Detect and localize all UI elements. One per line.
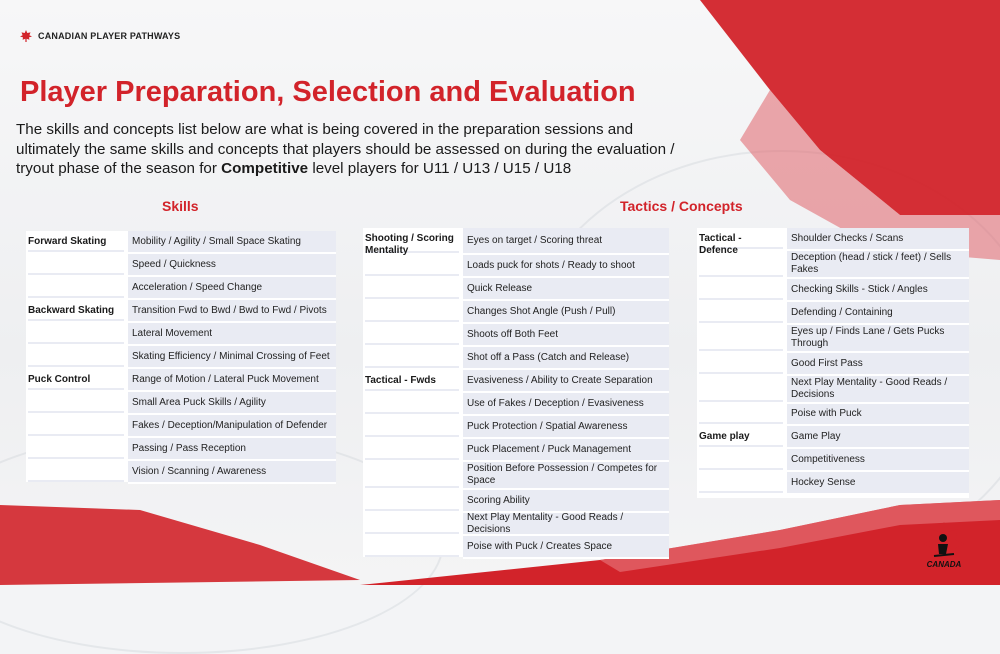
item-label: Puck Placement / Puck Management [463, 439, 669, 462]
category-label [699, 353, 783, 374]
maple-leaf-icon [20, 30, 32, 42]
table-row [363, 513, 669, 536]
category-cell [26, 415, 128, 438]
table-row [363, 278, 669, 301]
page-title: Player Preparation, Selection and Evaluation [20, 76, 636, 108]
item-cell [787, 449, 969, 472]
category-label: Puck Control [28, 369, 124, 390]
hockey-canada-logo [918, 520, 970, 570]
item-cell [128, 323, 336, 346]
table-row [697, 279, 969, 302]
item-label: Next Play Mentality - Good Reads / Decisions [463, 513, 669, 536]
category-label: Game play [699, 426, 783, 447]
item-label: Deception (head / stick / feet) / Sells Fakes [787, 251, 969, 279]
item-label: Shoots off Both Feet [463, 324, 669, 347]
item-label: Fakes / Deception/Manipulation of Defender [128, 415, 336, 438]
item-label: Defending / Containing [787, 302, 969, 325]
item-cell [463, 301, 669, 324]
category-label [365, 255, 459, 276]
category-cell [363, 393, 463, 416]
item-cell [463, 347, 669, 370]
item-cell [787, 251, 969, 279]
category-label [699, 404, 783, 424]
category-cell [363, 513, 463, 536]
skills-heading: Skills [162, 198, 199, 214]
item-label: Quick Release [463, 278, 669, 301]
table-row [26, 461, 336, 484]
category-cell [697, 376, 787, 404]
table-row [363, 370, 669, 393]
category-label [365, 393, 459, 414]
category-label [28, 254, 124, 275]
item-label: Game Play [787, 426, 969, 449]
category-cell [697, 404, 787, 426]
item-cell [463, 370, 669, 393]
item-cell [128, 346, 336, 369]
category-cell [363, 462, 463, 490]
category-cell [363, 324, 463, 347]
category-label [28, 438, 124, 459]
category-label [699, 449, 783, 470]
category-label [699, 279, 783, 300]
item-label: Skating Efficiency / Minimal Crossing of Feet [128, 346, 336, 369]
item-cell [787, 376, 969, 404]
category-cell [363, 439, 463, 462]
table-row [363, 301, 669, 324]
item-cell [128, 254, 336, 277]
table-row [26, 231, 336, 254]
tactics-defence-table [697, 228, 969, 495]
item-cell [128, 369, 336, 392]
category-cell [697, 325, 787, 353]
intro-text-part: The skills and concepts list below are what is being covered in the preparation sessions and ultimately the same skills and concepts that players should be assessed on during the evaluation / tryout phase of the season for [16, 121, 675, 177]
logo-text: CANADA [926, 560, 962, 569]
table-row [697, 325, 969, 353]
table-row [363, 347, 669, 370]
item-cell [787, 404, 969, 426]
category-label [28, 461, 124, 482]
item-label: Passing / Pass Reception [128, 438, 336, 461]
item-label: Good First Pass [787, 353, 969, 376]
item-label: Lateral Movement [128, 323, 336, 346]
item-cell [463, 536, 669, 559]
category-cell [363, 228, 463, 255]
item-label: Poise with Puck / Creates Space [463, 536, 669, 559]
category-cell [363, 536, 463, 559]
table-row [26, 438, 336, 461]
item-label: Competitiveness [787, 449, 969, 472]
category-label [699, 376, 783, 402]
category-label [28, 392, 124, 413]
table-row [26, 277, 336, 300]
category-cell [26, 461, 128, 484]
category-label [699, 302, 783, 323]
category-cell [697, 302, 787, 325]
item-cell [128, 415, 336, 438]
category-cell [26, 369, 128, 392]
item-cell [787, 353, 969, 376]
item-cell [787, 228, 969, 251]
category-label: Forward Skating [28, 231, 124, 252]
table-row [363, 490, 669, 513]
category-cell [363, 301, 463, 324]
item-label: Next Play Mentality - Good Reads / Decisions [787, 376, 969, 404]
table-row [697, 472, 969, 495]
item-cell [463, 255, 669, 278]
table-row [363, 536, 669, 559]
item-label: Shoulder Checks / Scans [787, 228, 969, 251]
category-cell [26, 438, 128, 461]
table-row [26, 392, 336, 415]
item-cell [128, 438, 336, 461]
skills-panel [26, 231, 336, 482]
table-row [363, 255, 669, 278]
category-cell [26, 277, 128, 300]
table-row [363, 439, 669, 462]
item-label: Loads puck for shots / Ready to shoot [463, 255, 669, 278]
category-label [365, 278, 459, 299]
category-cell [26, 300, 128, 323]
table-row [26, 323, 336, 346]
item-label: Transition Fwd to Bwd / Bwd to Fwd / Pivots [128, 300, 336, 323]
category-cell [697, 353, 787, 376]
item-cell [128, 461, 336, 484]
category-label [365, 513, 459, 534]
item-cell [463, 416, 669, 439]
item-label: Poise with Puck [787, 404, 969, 426]
category-label [365, 301, 459, 322]
item-cell [463, 278, 669, 301]
intro-text [16, 120, 676, 179]
item-label: Use of Fakes / Deception / Evasiveness [463, 393, 669, 416]
table-row [26, 415, 336, 438]
category-label: Backward Skating [28, 300, 124, 321]
item-cell [463, 490, 669, 513]
category-label [365, 490, 459, 511]
item-cell [787, 302, 969, 325]
category-cell [363, 416, 463, 439]
table-row [363, 462, 669, 490]
item-cell [787, 325, 969, 353]
category-cell [697, 472, 787, 495]
item-cell [787, 279, 969, 302]
category-cell [697, 426, 787, 449]
item-cell [128, 300, 336, 323]
category-cell [26, 323, 128, 346]
item-label: Eyes up / Finds Lane / Gets Pucks Through [787, 325, 969, 353]
intro-text-part: level players for U11 / U13 / U15 / U18 [308, 160, 572, 177]
category-label [28, 415, 124, 436]
category-cell [363, 490, 463, 513]
item-label: Range of Motion / Lateral Puck Movement [128, 369, 336, 392]
item-label: Eyes on target / Scoring threat [463, 228, 669, 255]
table-row [26, 254, 336, 277]
category-label [365, 462, 459, 488]
item-cell [463, 324, 669, 347]
item-cell [463, 462, 669, 490]
category-cell [697, 279, 787, 302]
table-row [363, 228, 669, 255]
category-cell [26, 231, 128, 254]
item-label: Small Area Puck Skills / Agility [128, 392, 336, 415]
item-cell [128, 231, 336, 254]
category-label [365, 439, 459, 460]
category-cell [363, 347, 463, 370]
category-cell [363, 278, 463, 301]
table-row [697, 449, 969, 472]
category-label: Tactical - Fwds [365, 370, 459, 391]
item-label: Mobility / Agility / Small Space Skating [128, 231, 336, 254]
item-cell [787, 472, 969, 495]
table-row [363, 324, 669, 347]
item-label: Shot off a Pass (Catch and Release) [463, 347, 669, 370]
item-label: Speed / Quickness [128, 254, 336, 277]
category-label [365, 536, 459, 557]
category-cell [26, 392, 128, 415]
item-label: Evasiveness / Ability to Create Separation [463, 370, 669, 393]
intro-text-bold: Competitive [221, 160, 309, 177]
item-cell [128, 392, 336, 415]
category-label: Shooting / Scoring Mentality [365, 228, 459, 253]
brand-name: CANADIAN PLAYER PATHWAYS [38, 31, 181, 41]
category-label [699, 325, 783, 351]
category-cell [363, 370, 463, 393]
table-row [697, 228, 969, 251]
item-cell [463, 228, 669, 255]
table-row [363, 416, 669, 439]
tactics-defence-panel [697, 228, 969, 498]
category-cell [697, 228, 787, 256]
item-label: Changes Shot Angle (Push / Pull) [463, 301, 669, 324]
table-row [697, 426, 969, 449]
item-cell [128, 277, 336, 300]
category-cell [697, 449, 787, 472]
item-cell [463, 393, 669, 416]
category-cell [26, 254, 128, 277]
category-cell [363, 255, 463, 278]
table-row [697, 404, 969, 426]
table-row [26, 369, 336, 392]
item-label: Position Before Possession / Competes for Space [463, 462, 669, 490]
category-cell [26, 346, 128, 369]
item-label: Acceleration / Speed Change [128, 277, 336, 300]
item-label: Checking Skills - Stick / Angles [787, 279, 969, 302]
tactics-offence-panel [363, 228, 669, 557]
table-row [363, 393, 669, 416]
brand-header [20, 30, 180, 42]
table-row [697, 376, 969, 404]
item-label: Vision / Scanning / Awareness [128, 461, 336, 484]
table-row [697, 302, 969, 325]
table-row [26, 346, 336, 369]
item-cell [463, 513, 669, 536]
item-label: Hockey Sense [787, 472, 969, 495]
category-label [365, 347, 459, 368]
category-label [28, 346, 124, 367]
tactics-offence-table [363, 228, 669, 559]
category-label [365, 416, 459, 437]
category-label [365, 324, 459, 345]
item-cell [787, 426, 969, 449]
tactics-heading: Tactics / Concepts [620, 198, 743, 214]
category-label [28, 277, 124, 298]
category-label: Tactical - Defence [699, 228, 783, 249]
item-label: Scoring Ability [463, 490, 669, 513]
item-label: Puck Protection / Spatial Awareness [463, 416, 669, 439]
category-label [699, 472, 783, 493]
skills-table [26, 231, 336, 484]
table-row [26, 300, 336, 323]
item-cell [463, 439, 669, 462]
category-label [28, 323, 124, 344]
table-row [697, 353, 969, 376]
